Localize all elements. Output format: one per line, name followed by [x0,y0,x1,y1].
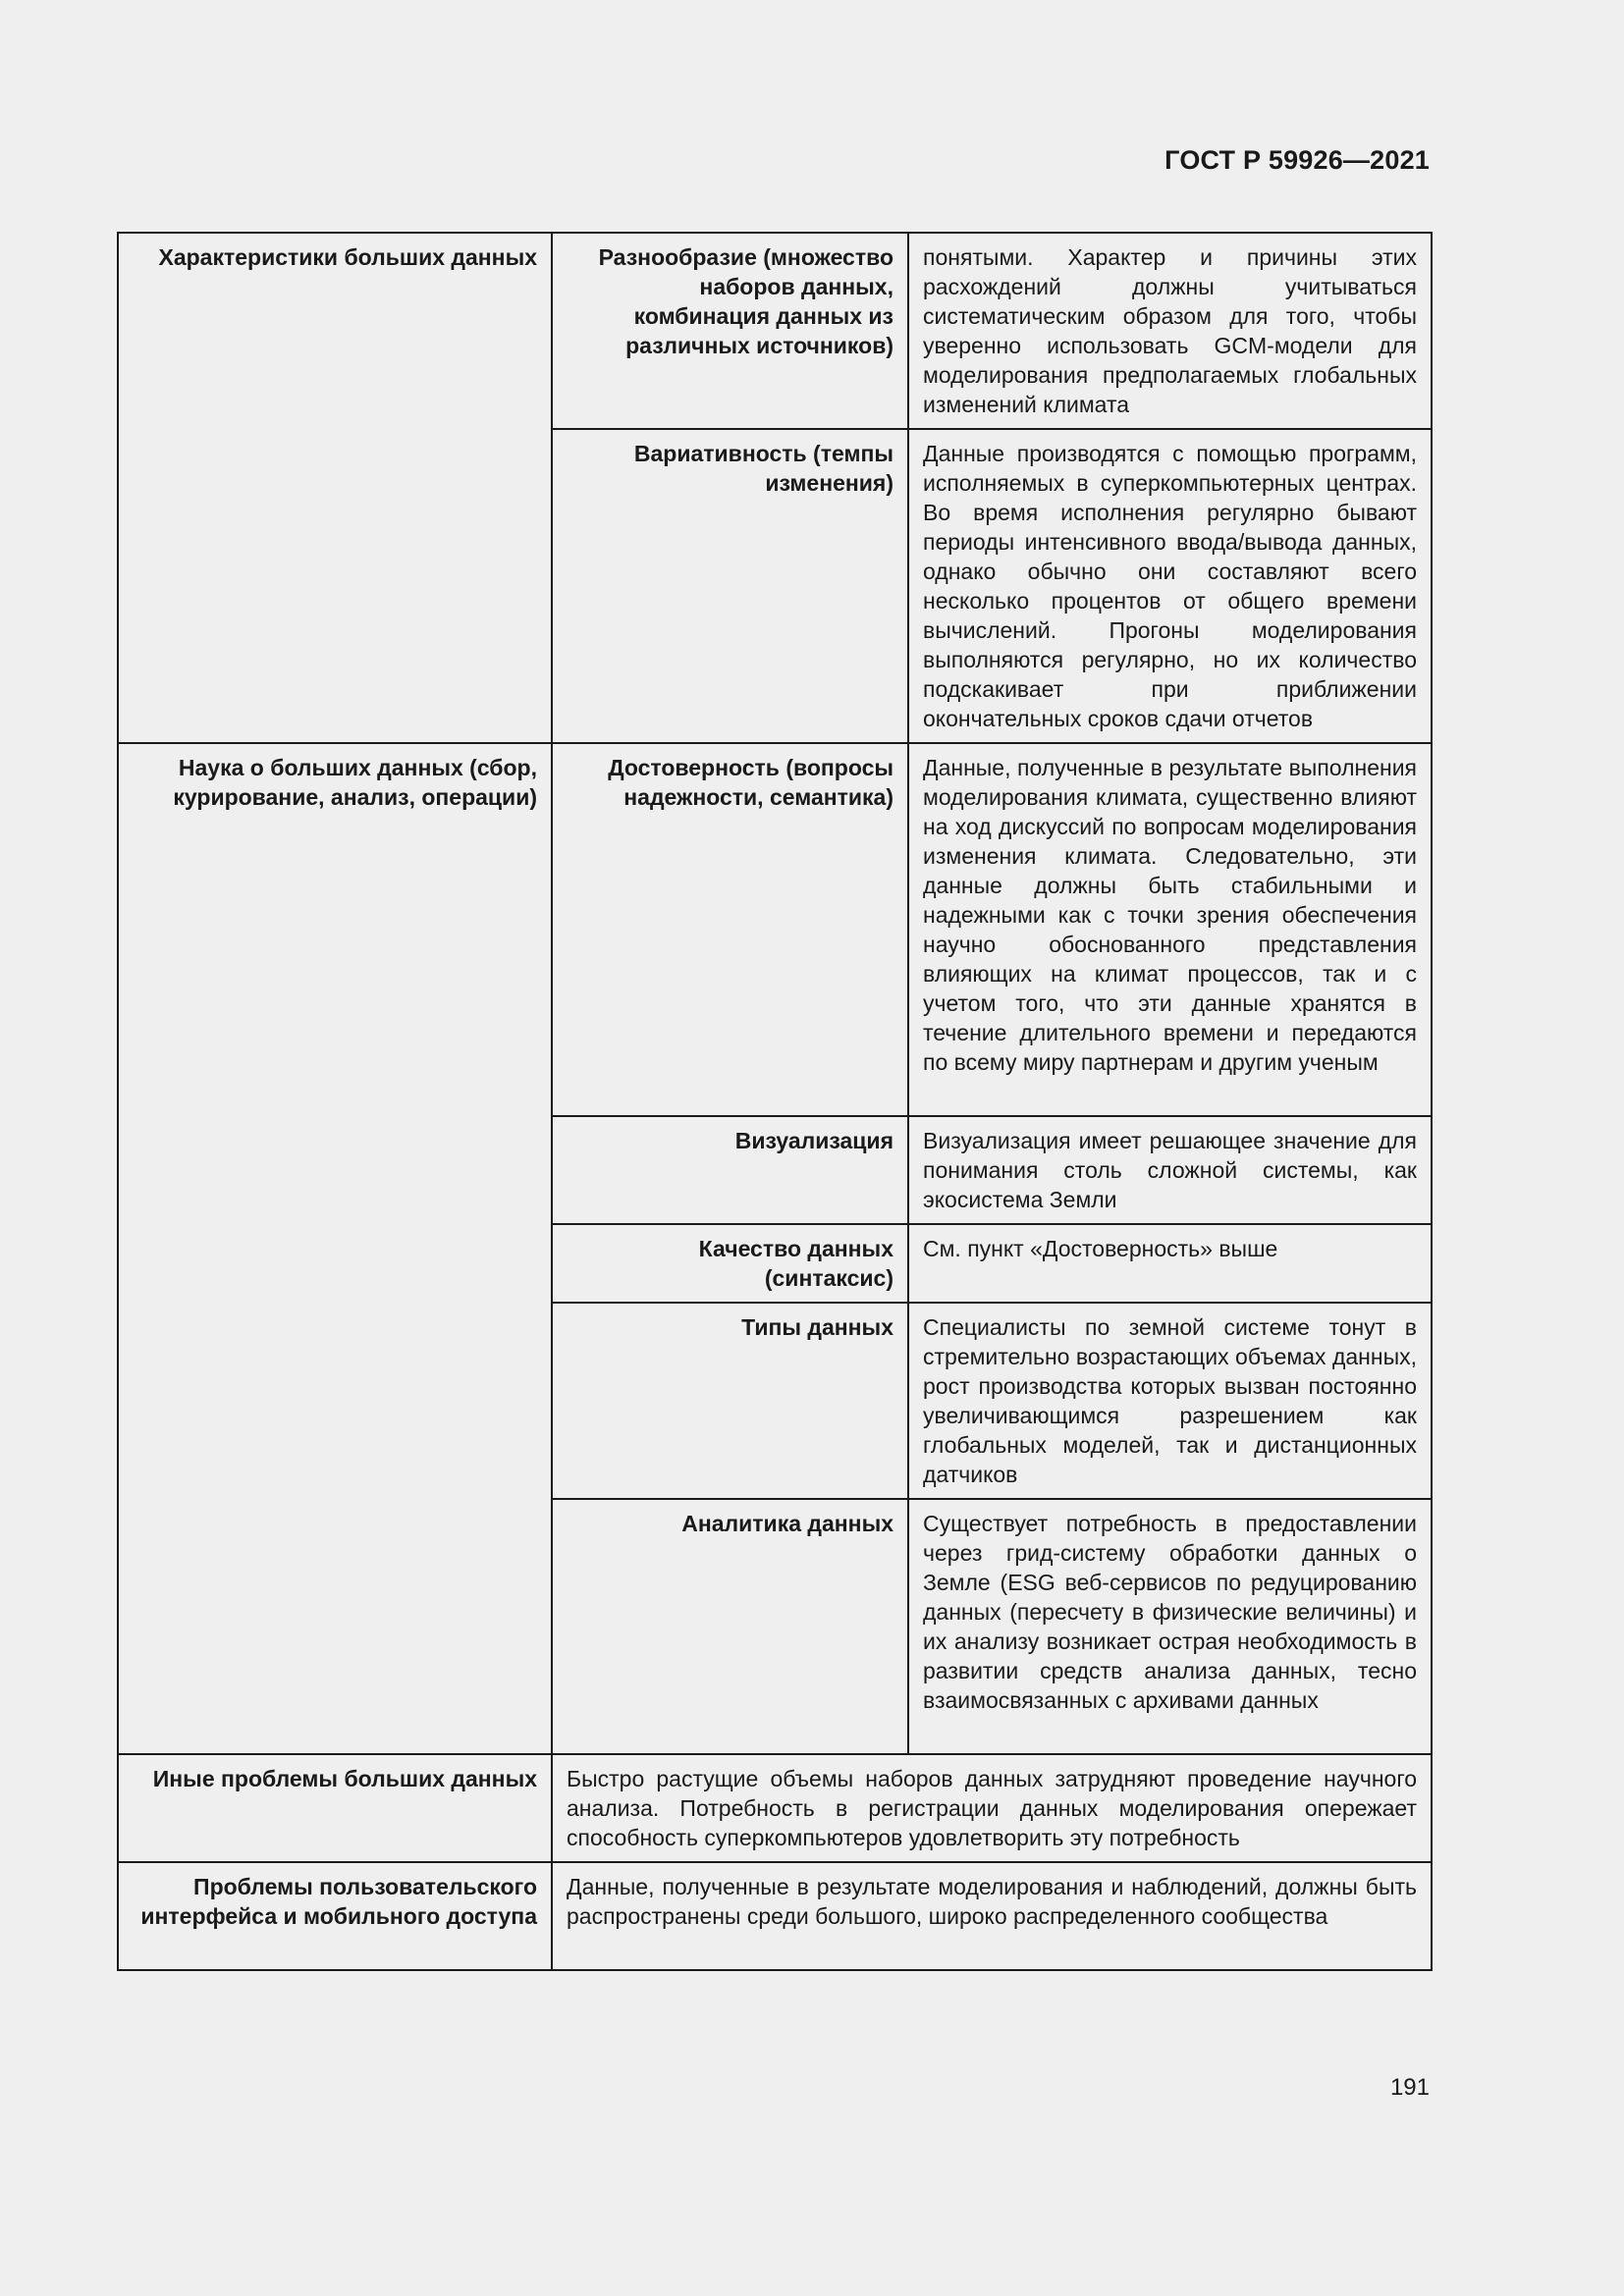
description-cell: Данные, полученные в результате моделирования и наблюдений, должны быть распространены среди большого, широко распределенного сообщества [552,1862,1432,1970]
aspect-cell: Вариативность (темпы изменения) [552,429,908,743]
description-cell: понятыми. Характер и причины этих расхождений должны учитываться систематическим образом для того, чтобы уверенно использовать GCM-модели для моделирования предполагаемых глобальных изменений климата [908,233,1432,429]
table-row [118,743,1432,1116]
document-standard-header: ГОСТ Р 59926—2021 [1164,145,1430,175]
aspect-cell: Визуализация [552,1116,908,1224]
description-cell: Данные производятся с помощью программ, исполняемых в суперкомпьютерных центрах. Во время исполнения регулярно бывают периоды интенсивного ввода/вывода данных, однако обычно они составляют всего несколько процентов от общего времени вычислений. Прогоны моделирования выполняются регулярно, но их количество подскакивает при приближении окончательных сроков сдачи отчетов [908,429,1432,743]
requirements-table [117,232,1433,1971]
description-cell: Существует потребность в предоставлении через грид-систему обработки данных о Земле (ESG веб-сервисов по редуцированию данных (пересчету в физические величины) и их анализу возникает острая необходимость в развитии средств анализа данных, тесно взаимосвязанных с архивами данных [908,1499,1432,1754]
description-cell: См. пункт «Достоверность» выше [908,1224,1432,1303]
description-cell: Данные, полученные в результате выполнения моделирования климата, существенно влияют на ход дискуссий по вопросам моделирования изменения климата. Следовательно, эти данные должны быть стабильными и надежными как с точки зрения обеспечения научно обоснованного представления влияющих на климат процессов, так и с учетом того, что эти данные хранятся в течение длительного времени и передаются по всему миру партнерам и другим ученым [908,743,1432,1116]
description-cell: Быстро растущие объемы наборов данных затрудняют проведение научного анализа. Потребность в регистрации данных моделирования опережает способность суперкомпьютеров удовлетворить эту потребность [552,1754,1432,1862]
description-cell: Визуализация имеет решающее значение для понимания столь сложной системы, как экосистема Земли [908,1116,1432,1224]
aspect-cell: Достоверность (вопросы надежности, семантика) [552,743,908,1116]
page-number: 191 [1389,2074,1430,2101]
table-row [118,233,1432,429]
description-cell: Специалисты по земной системе тонут в стремительно возрастающих объемах данных, рост производства которых вызван постоянно увеличивающимся разрешением как глобальных моделей, так и дистанционных датчиков [908,1303,1432,1499]
aspect-cell: Качество данных (синтаксис) [552,1224,908,1303]
category-cell: Наука о больших данных (сбор, курирование, анализ, операции) [118,743,552,1754]
aspect-cell: Типы данных [552,1303,908,1499]
aspect-cell: Разнообразие (множество наборов данных, комбинация данных из различных источников) [552,233,908,429]
category-cell: Проблемы пользовательского интерфейса и мобильного доступа [118,1862,552,1970]
table-row [118,1754,1432,1862]
aspect-cell: Аналитика данных [552,1499,908,1754]
category-cell: Иные проблемы больших данных [118,1754,552,1862]
table-row [118,1862,1432,1970]
category-cell: Характеристики больших данных [118,233,552,743]
